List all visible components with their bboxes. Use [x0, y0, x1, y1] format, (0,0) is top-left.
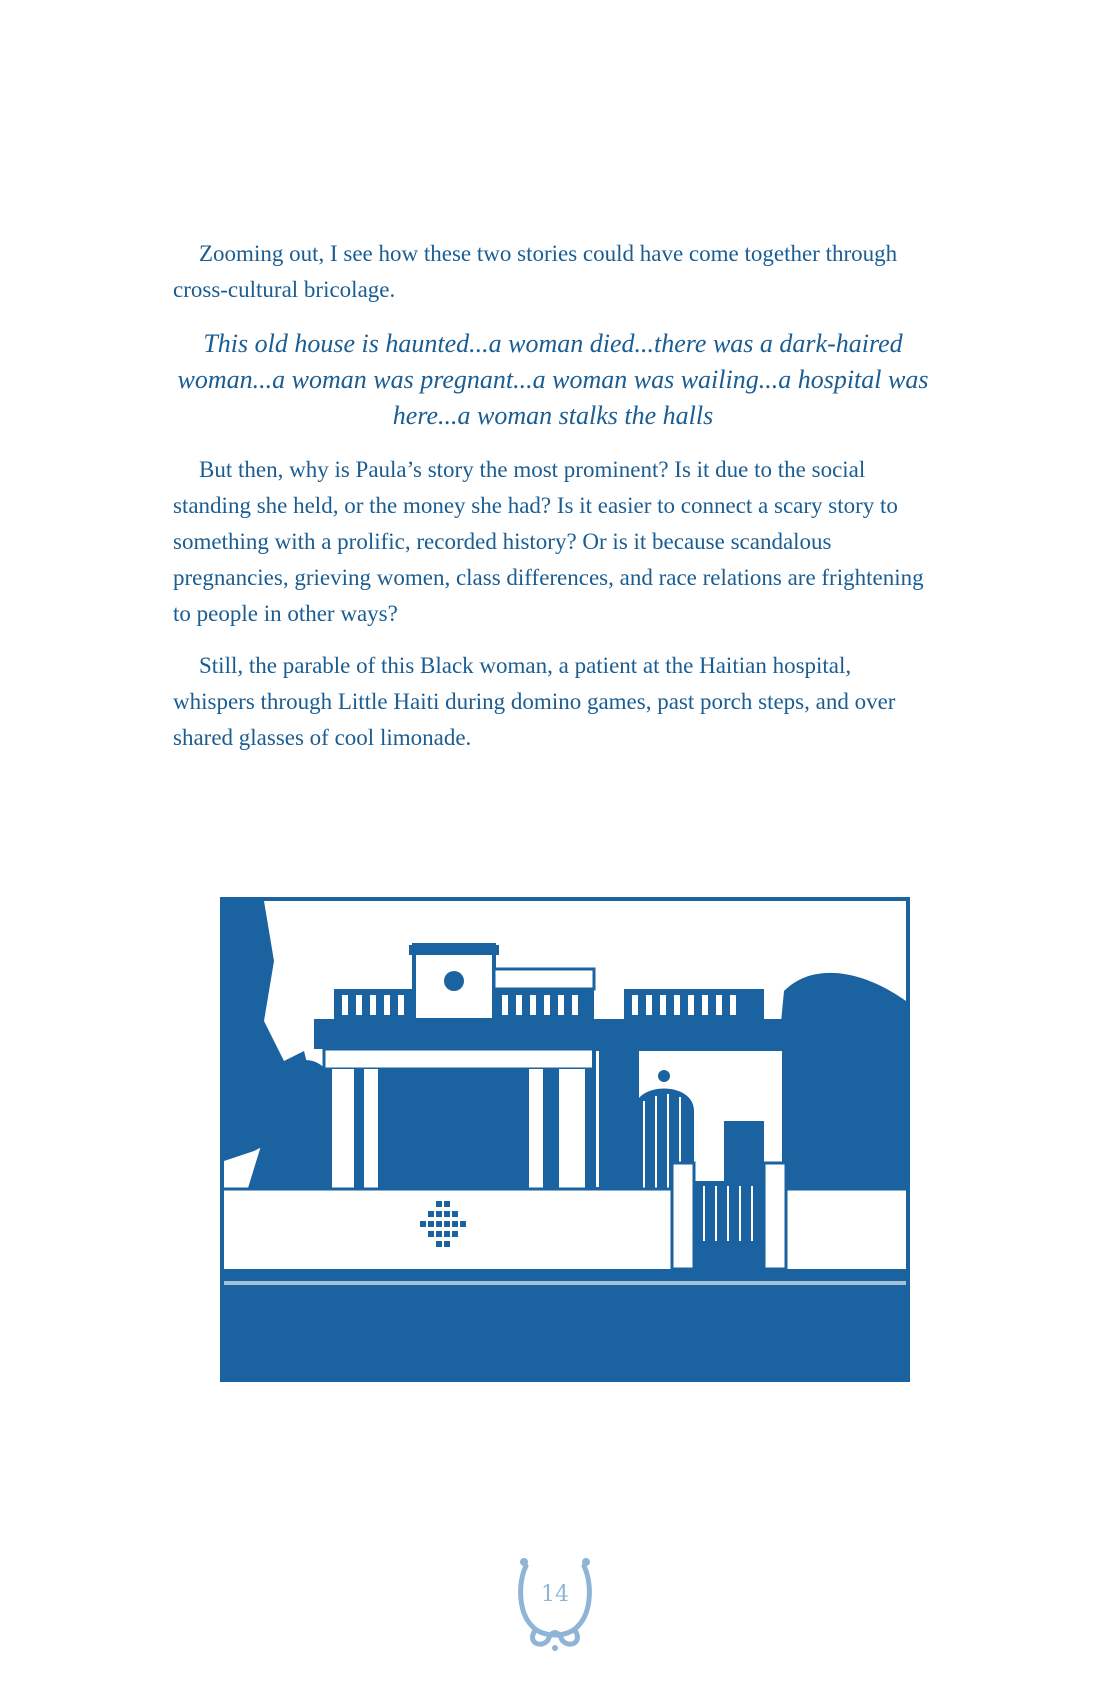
body-text [173, 236, 933, 756]
paragraph-questions: But then, why is Paula’s story the most prominent? Is it due to the social standing she held, or the money she had? Is it easier to connect a scary story to something with a prolific, recorded history? Or is it because scandalous pregnancies, grieving women, class differences, and race relations are frightening to people in other ways? [173, 457, 924, 626]
paragraph-parable: Still, the parable of this Black woman, a patient at the Haitian hospital, whispers through Little Haiti during domino games, past porch steps, and over shared glasses of cool limonade. [173, 653, 896, 750]
hospital-photograph [220, 897, 910, 1382]
page-number: 14 [541, 1582, 569, 1607]
paragraph-intro: Zooming out, I see how these two stories could have come together through cross-cultural bricolage. [173, 241, 898, 302]
page-number-ornament [512, 1552, 598, 1652]
italic-quote: This old house is haunted...a woman died...there was a dark-haired woman...a woman was pregnant...a woman was wailing...a hospital was here...a woman stalks the halls [177, 329, 929, 430]
hospital-building-illustration [224, 901, 906, 1378]
